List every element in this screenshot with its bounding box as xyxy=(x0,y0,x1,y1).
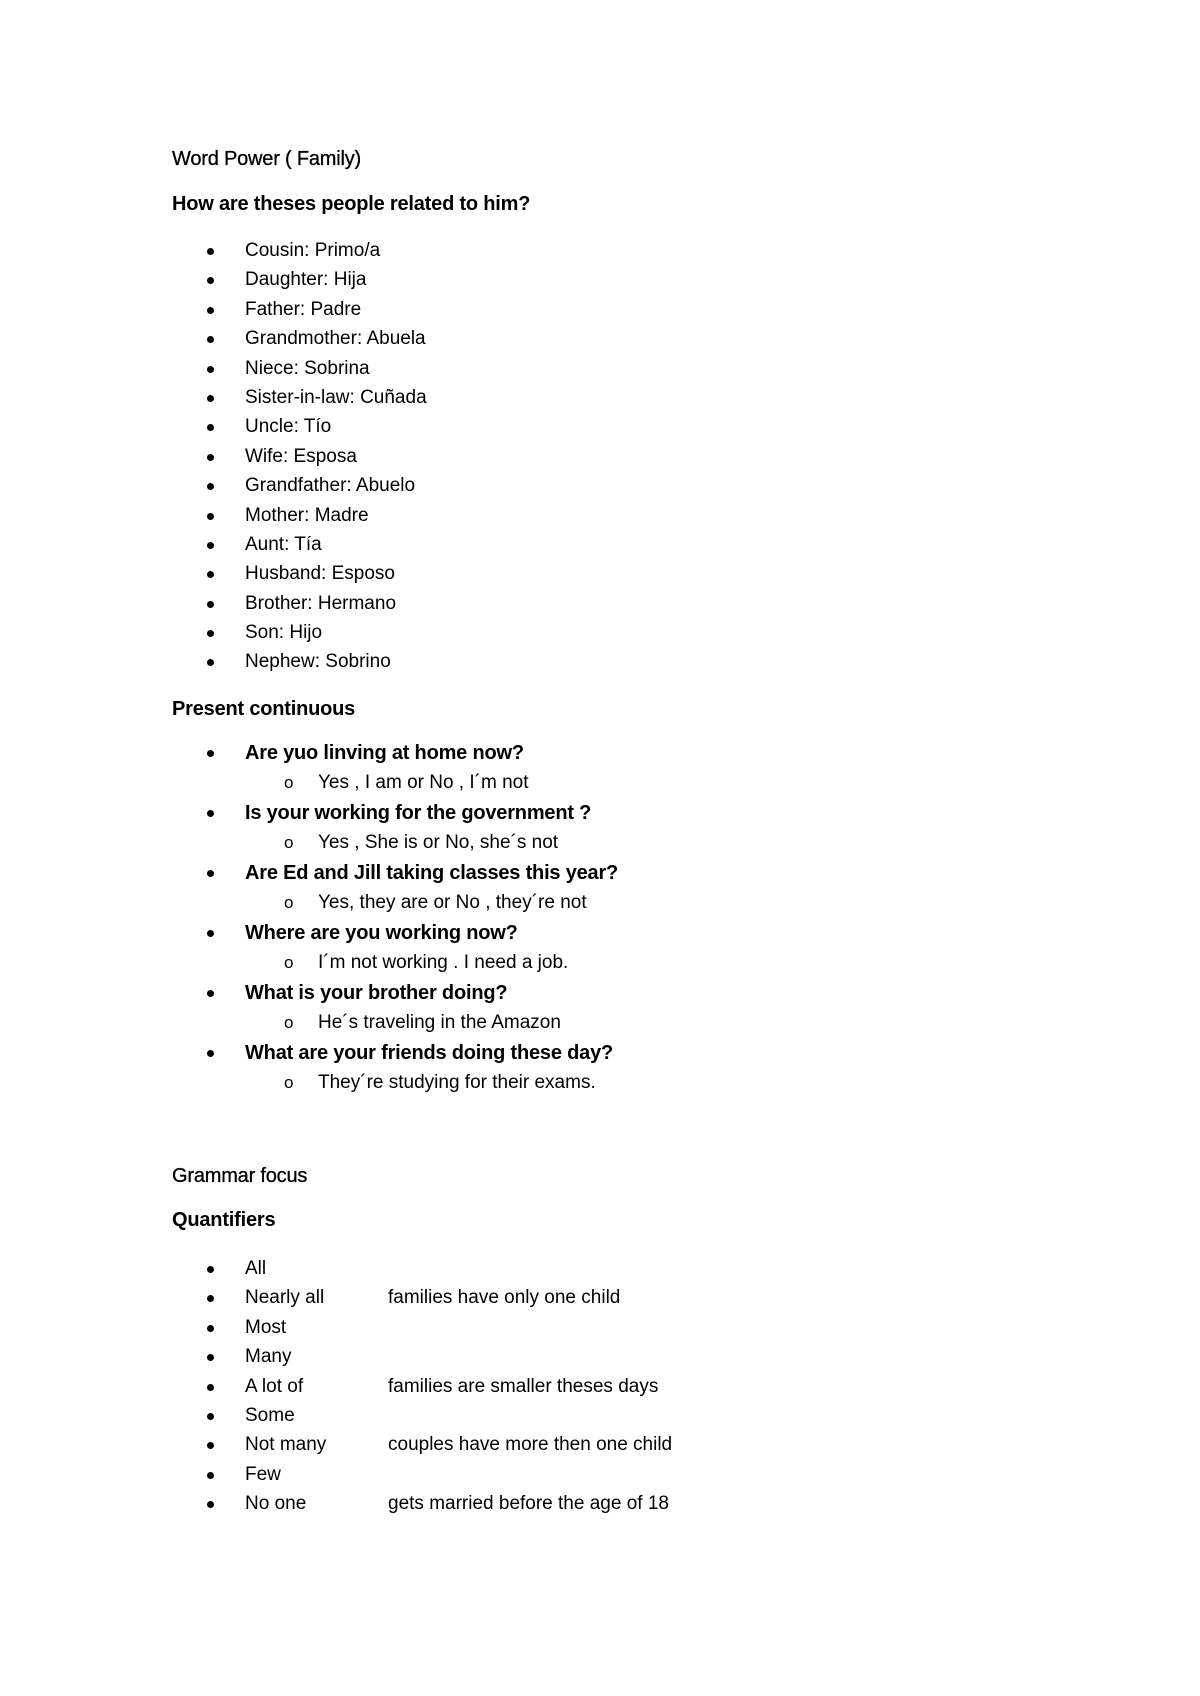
bullet-icon xyxy=(207,1413,214,1420)
circle-bullet-icon: o xyxy=(284,1013,294,1032)
circle-bullet-icon: o xyxy=(284,1073,294,1092)
bullet-icon xyxy=(207,1384,214,1391)
bullet-icon xyxy=(207,1266,214,1273)
section2-title: Present continuous xyxy=(172,698,356,720)
bullet-icon xyxy=(207,277,214,284)
bullet-icon xyxy=(207,1501,214,1508)
section3-subtitle: Quantifiers xyxy=(172,1209,276,1231)
document-page: Word Power ( Family) How are theses people related to him? Cousin: Primo/a Daughter: Hija Father: Padre Grandmother: Abuela Niece: Sobrina Sister-in-law: Cuñada Uncle: Tío Wife: Esposa Grandfather: Abuelo Mother: Madre Aunt: Tía Husband: Esposo Brother: Hermano Son: Hijo Nephew: Sobrino Present continuous Are yuo linving at home now? o Yes , I am or No , I´m not Is your working for the government ? o Yes , She is or No, she´s not Are Ed and Jill taking classes this year? o Yes, they are or No , they´re not Where are you working now? o I´m not working . I need a job. What is your brother doing? o He´s traveling in the Amazon What are your friends doing these day? o They´re studying for their exams. Grammar focus Quantifiers All Nearly all families have only one child Most Many A lot of families are smaller theses days Some Not many couples have more then one child Few No one gets married before the age of 18 xyxy=(172,148,673,1515)
circle-bullet-icon: o xyxy=(284,893,294,912)
bullet-icon xyxy=(207,1295,214,1302)
bullet-icon xyxy=(207,870,214,877)
bullet-icon xyxy=(207,1325,214,1332)
bullet-icon xyxy=(207,483,214,490)
bullet-icon xyxy=(207,366,214,373)
bullet-icon xyxy=(207,542,214,549)
bullet-icon xyxy=(207,1442,214,1449)
bullet-icon xyxy=(207,601,214,608)
bullet-icon xyxy=(207,1050,214,1057)
bullet-icon xyxy=(207,454,214,461)
bullet-icon xyxy=(207,990,214,997)
circle-bullet-icon: o xyxy=(284,953,294,972)
section1-subtitle: How are theses people related to him? xyxy=(172,193,531,215)
section1-title: Word Power ( Family) xyxy=(172,148,361,170)
bullet-icon xyxy=(207,395,214,402)
bullet-icon xyxy=(207,1354,214,1361)
bullet-icon xyxy=(207,810,214,817)
bullet-icon xyxy=(207,336,214,343)
bullet-icon xyxy=(207,248,214,255)
bullet-icon xyxy=(207,630,214,637)
section3-title: Grammar focus xyxy=(172,1165,308,1187)
circle-bullet-icon: o xyxy=(284,833,294,852)
bullet-icon xyxy=(207,930,214,937)
bullet-icon xyxy=(207,571,214,578)
bullet-icon xyxy=(207,424,214,431)
bullet-icon xyxy=(207,750,214,757)
circle-bullet-icon: o xyxy=(284,773,294,792)
bullet-icon xyxy=(207,659,214,666)
bullet-icon xyxy=(207,1472,214,1479)
bullet-icon xyxy=(207,307,214,314)
bullet-icon xyxy=(207,513,214,520)
